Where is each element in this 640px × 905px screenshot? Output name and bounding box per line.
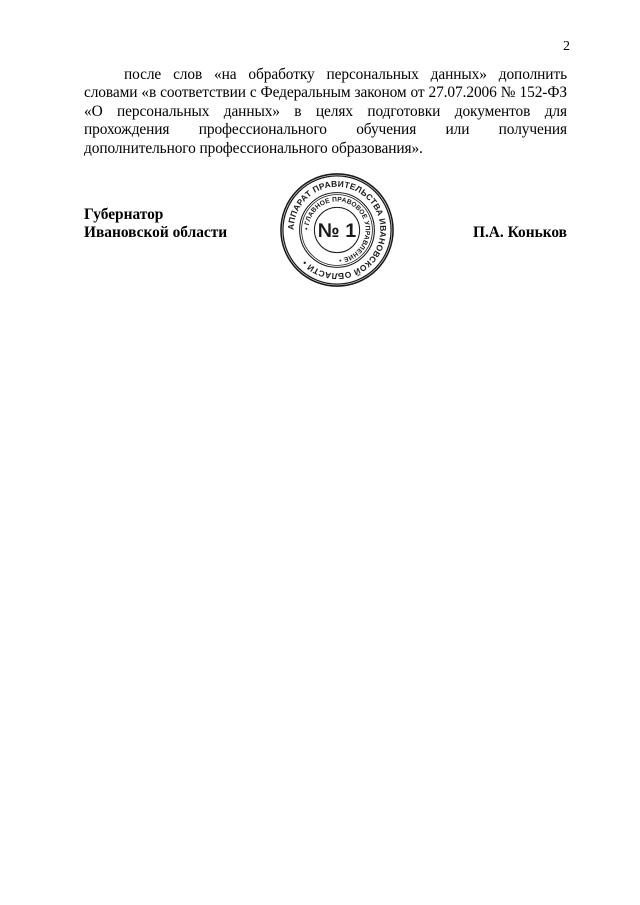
body-paragraph: после слов «на обработку персональных данных» дополнить словами «в соответствии с Федеральным законом от 27.07.2006 № 152-ФЗ «О персональных данных» в целях подготовки документов для прохождения профессионального обучения или получения дополнительного профессионального образования». (84, 66, 567, 157)
seal-outer-text: АППАРАТ ПРАВИТЕЛЬСТВА ИВАНОВСКОЙ ОБЛАСТИ • (285, 178, 389, 282)
signer-name: П.А. Коньков (472, 224, 567, 242)
signer-title-line-1: Губернатор (84, 206, 164, 223)
signer-title-line-2: Ивановской области (84, 224, 228, 242)
seal-inner-text: • ГЛАВНОЕ ПРАВОВОЕ УПРАВЛЕНИЕ • (303, 196, 371, 264)
page-number: 2 (563, 39, 570, 54)
signer-title (84, 206, 227, 243)
seal-graphic (278, 171, 396, 289)
seal-center-text: № 1 (317, 219, 357, 242)
official-seal (278, 171, 396, 289)
